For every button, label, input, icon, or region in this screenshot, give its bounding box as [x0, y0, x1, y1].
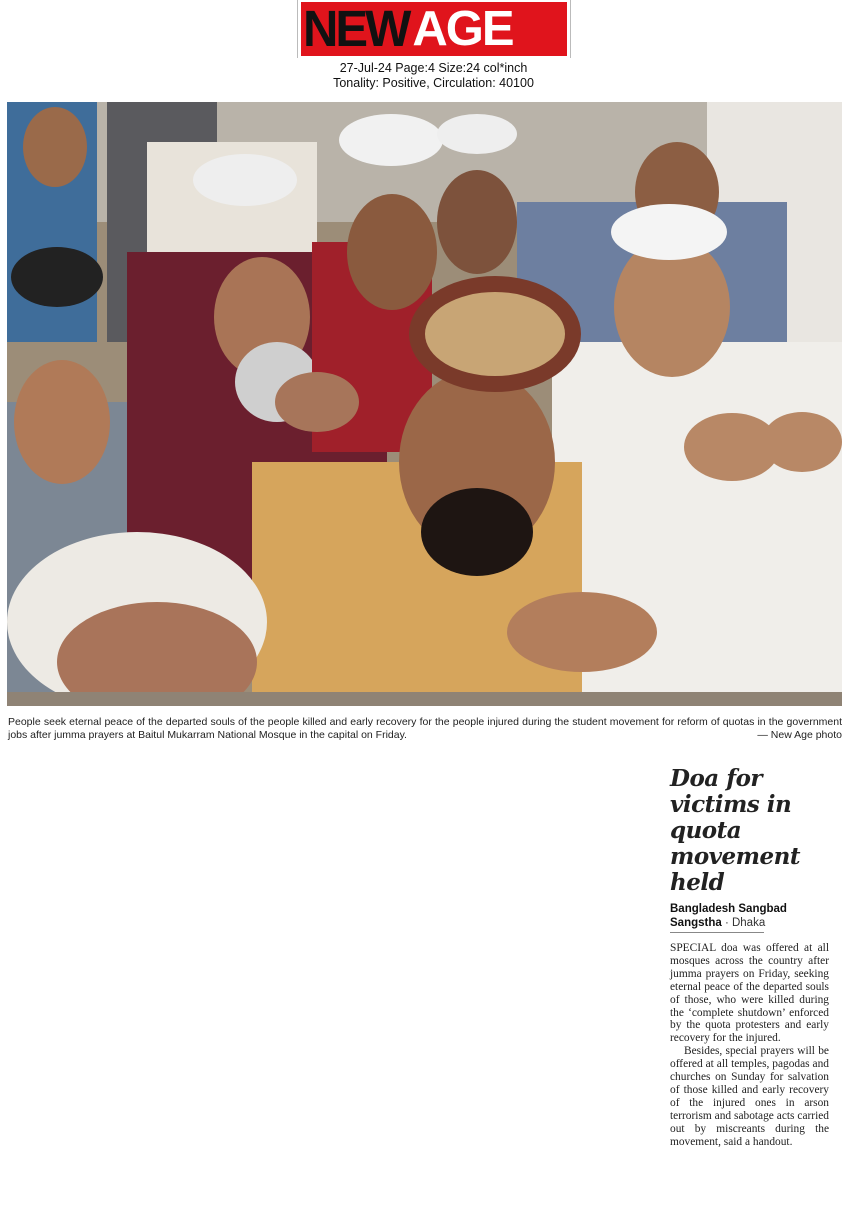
- prayer-photo-illustration: [7, 102, 842, 706]
- byline-divider: [670, 932, 764, 933]
- news-article: [670, 766, 829, 1149]
- clip-meta-line2: Tonality: Positive, Circulation: 40100: [333, 76, 534, 90]
- photo-credit: — New Age photo: [757, 729, 842, 741]
- article-paragraph-2: Besides, special prayers will be offered at all temples, pagodas and churches on Sunday for salvation of those killed and early recovery of the injured ones in arson terrorism and sabotage acts carried out by miscreants during the movement, said a handout.: [670, 1045, 829, 1148]
- masthead: [297, 0, 571, 58]
- byline-agency: Bangladesh Sangbad Sangstha: [670, 903, 787, 929]
- byline-place: · Dhaka: [721, 917, 766, 929]
- photo-caption: [8, 716, 842, 742]
- caption-text: People seek eternal peace of the departed souls of the people killed and early recovery for the people injured during the student movement for reform of quotas in the government jobs after jumma prayers at Baitul Mukarram National Mosque in the capital on Friday.: [8, 716, 842, 741]
- news-photo: [7, 102, 842, 706]
- clip-meta-line1: 27-Jul-24 Page:4 Size:24 col*inch: [339, 61, 528, 75]
- logo-age-text: AGE: [410, 4, 565, 54]
- article-body: [670, 942, 829, 1149]
- logo-new-text: NEW: [303, 0, 409, 58]
- byline: [670, 902, 829, 930]
- article-paragraph-1: SPECIAL doa was offered at all mosques across the country after jumma prayers on Friday, seeking eternal peace of the departed souls of those, who were killed during the ‘complete shutdown’ enforced by the quota protesters and early recovery for the injured.: [670, 942, 829, 1045]
- newage-logo: [301, 2, 567, 56]
- article-headline: Doa for victims in quota movement held: [670, 765, 800, 896]
